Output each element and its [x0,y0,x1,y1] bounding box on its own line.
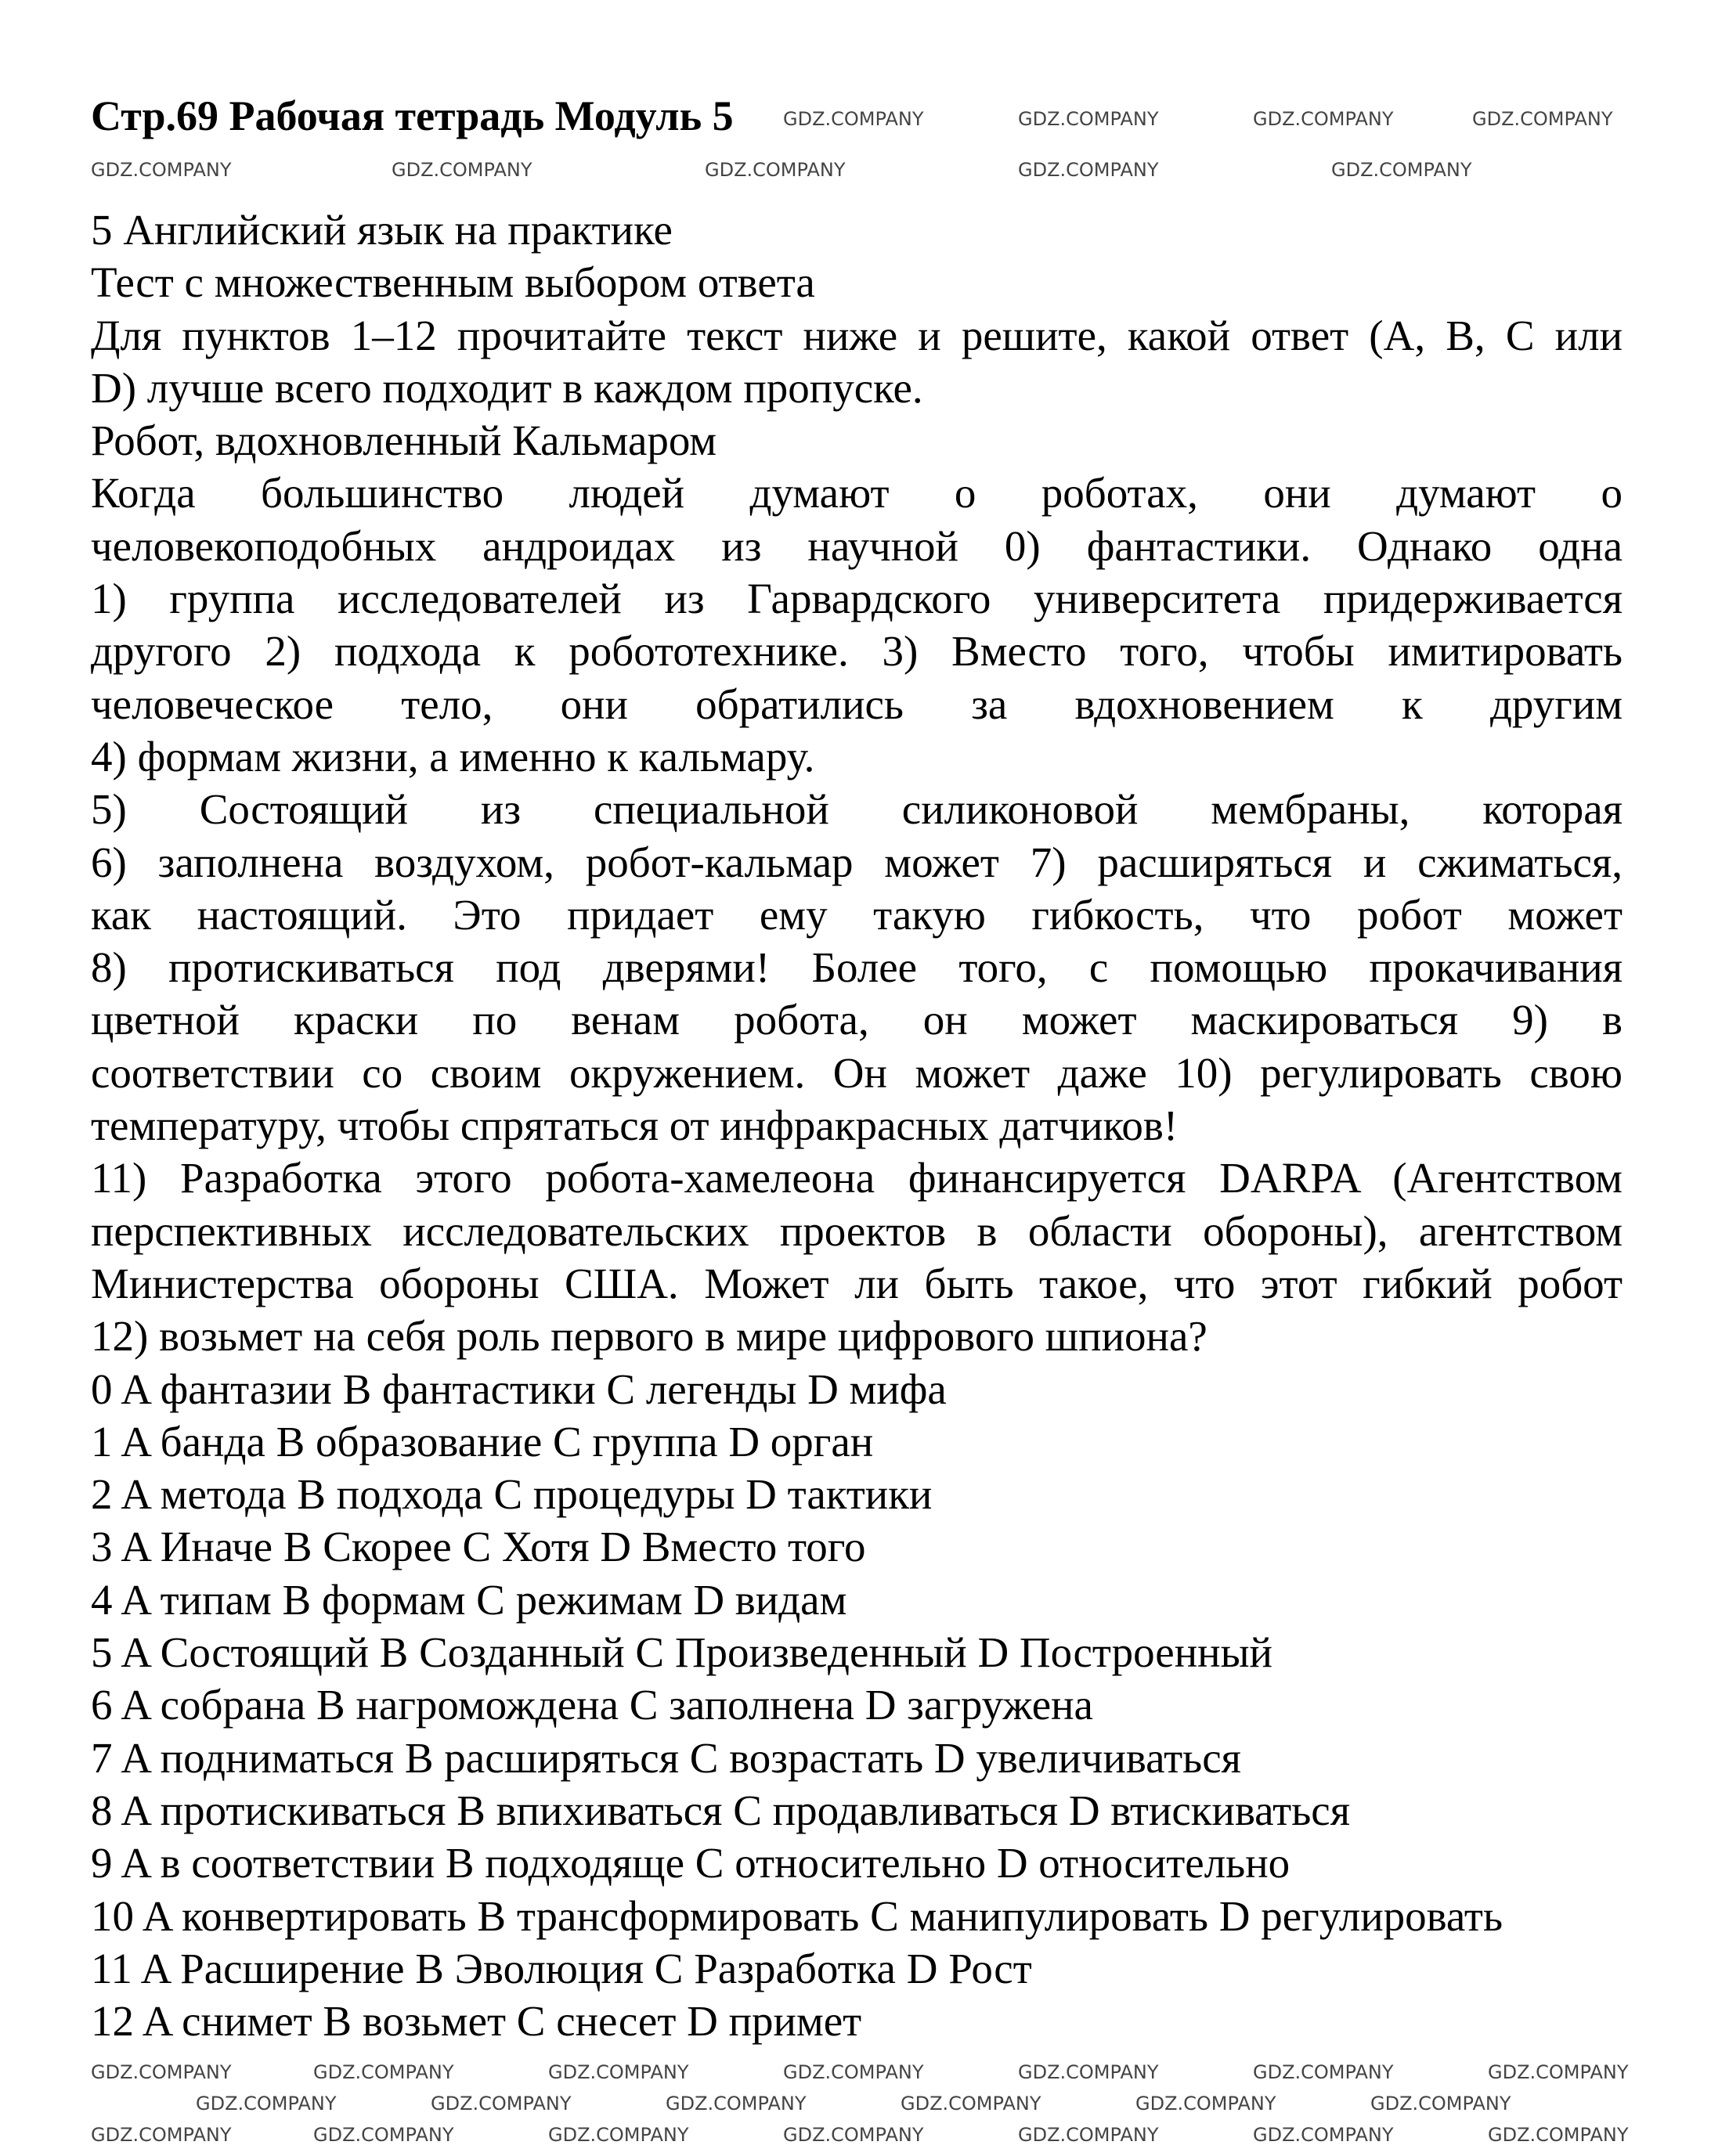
watermark: GDZ.COMPANY [1018,2061,1159,2083]
answer-option-line: 0 A фантазии B фантастики C легенды D мифа [91,1365,947,1413]
watermark: GDZ.COMPANY [313,2061,454,2083]
watermark: GDZ.COMPANY [196,2093,337,2115]
watermark: GDZ.COMPANY [1135,2093,1276,2115]
text-line: другого 2) подхода к робототехнике. 3) Вместо того, чтобы имитировать [91,627,1623,676]
answer-option-line: 6 A собрана B нагромождена C заполнена D загружена [91,1681,1093,1729]
watermark: GDZ.COMPANY [705,159,846,181]
watermark: GDZ.COMPANY [1331,159,1472,181]
text-line: температуру, чтобы спрятаться от инфракрасных датчиков! [91,1101,1179,1150]
watermark: GDZ.COMPANY [783,2061,924,2083]
text-line: 4) формам жизни, а именно к кальмару. [91,732,815,781]
text-line: 6) заполнена воздухом, робот-кальмар может 7) расширяться и сжиматься, [91,838,1623,886]
answer-option-line: 4 A типам B формам C режимам D видам [91,1575,847,1624]
answer-option-line: 11 A Расширение B Эволюция C Разработка D Рост [91,1944,1032,1992]
text-line: как настоящий. Это придает ему такую гибкость, что робот может [91,890,1623,939]
answer-option-line: 10 A конвертировать B трансформировать C манипулировать D регулировать [91,1891,1503,1940]
watermark: GDZ.COMPANY [1018,2124,1159,2146]
text-line: Робот, вдохновленный Кальмаром [91,416,717,465]
answer-option-line: 2 A метода B подхода C процедуры D тактики [91,1470,933,1519]
watermark: GDZ.COMPANY [1253,108,1394,130]
watermark: GDZ.COMPANY [1488,2061,1629,2083]
watermark: GDZ.COMPANY [431,2093,572,2115]
watermark: GDZ.COMPANY [1472,108,1613,130]
document-body [91,204,1623,2047]
watermark: GDZ.COMPANY [901,2093,1041,2115]
text-line: 5) Состоящий из специальной силиконовой мембраны, которая [91,785,1623,834]
watermark: GDZ.COMPANY [1370,2093,1511,2115]
watermark: GDZ.COMPANY [1253,2061,1394,2083]
watermark: GDZ.COMPANY [91,159,232,181]
text-line: Министерства обороны США. Может ли быть такое, что этот гибкий робот [91,1259,1623,1307]
answer-option-line: 1 A банда B образование C группа D орган [91,1417,874,1466]
answer-option-line: 8 A протискиваться B впихиваться C продавливаться D втискиваться [91,1786,1350,1834]
text-line: человекоподобных андроидах из научной 0) фантастики. Однако одна [91,521,1623,570]
text-line: Тест с множественным выбором ответа [91,258,815,307]
page-title: Стр.69 Рабочая тетрадь Модуль 5 [91,92,734,139]
watermark: GDZ.COMPANY [548,2124,689,2146]
answer-option-line: 12 A снимет B возьмет C снесет D примет [91,1997,862,2046]
answer-option-line: 7 A подниматься B расширяться C возрастать D увеличиваться [91,1733,1241,1782]
text-line: 11) Разработка этого робота-хамелеона финансируется DARPA (Агентством [91,1154,1623,1202]
watermark: GDZ.COMPANY [666,2093,807,2115]
text-line: соответствии со своим окружением. Он может даже 10) регулировать свою [91,1048,1623,1097]
watermark: GDZ.COMPANY [1253,2124,1394,2146]
watermark: GDZ.COMPANY [783,108,924,130]
text-line: человеческое тело, они обратились за вдохновением к другим [91,680,1623,728]
text-line: Для пунктов 1–12 прочитайте текст ниже и решите, какой ответ (A, B, C или [91,311,1623,359]
text-line: Когда большинство людей думают о роботах, они думают о [91,469,1623,517]
watermark: GDZ.COMPANY [91,2124,232,2146]
answer-option-line: 5 A Состоящий B Созданный C Произведенный D Построенный [91,1628,1272,1677]
watermark: GDZ.COMPANY [313,2124,454,2146]
watermark: GDZ.COMPANY [548,2061,689,2083]
answer-option-line: 3 A Иначе B Скорее C Хотя D Вместо того [91,1523,866,1571]
text-line: перспективных исследовательских проектов в области обороны), агентством [91,1206,1623,1255]
watermark: GDZ.COMPANY [1488,2124,1629,2146]
text-line: 5 Английский язык на практике [91,206,673,254]
text-line: цветной краски по венам робота, он может маскироваться 9) в [91,996,1623,1044]
watermark: GDZ.COMPANY [91,2061,232,2083]
watermark: GDZ.COMPANY [1018,108,1159,130]
watermark: GDZ.COMPANY [1018,159,1159,181]
text-line: D) лучше всего подходит в каждом пропуске. [91,363,923,412]
text-line: 1) группа исследователей из Гарвардского университета придерживается [91,575,1623,623]
text-line: 8) протискиваться под дверями! Более того, с помощью прокачивания [91,943,1623,992]
watermark: GDZ.COMPANY [783,2124,924,2146]
answer-option-line: 9 A в соответствии B подходяще C относительно D относительно [91,1839,1290,1887]
watermark: GDZ.COMPANY [392,159,532,181]
text-line: 12) возьмет на себя роль первого в мире цифрового шпиона? [91,1312,1207,1361]
